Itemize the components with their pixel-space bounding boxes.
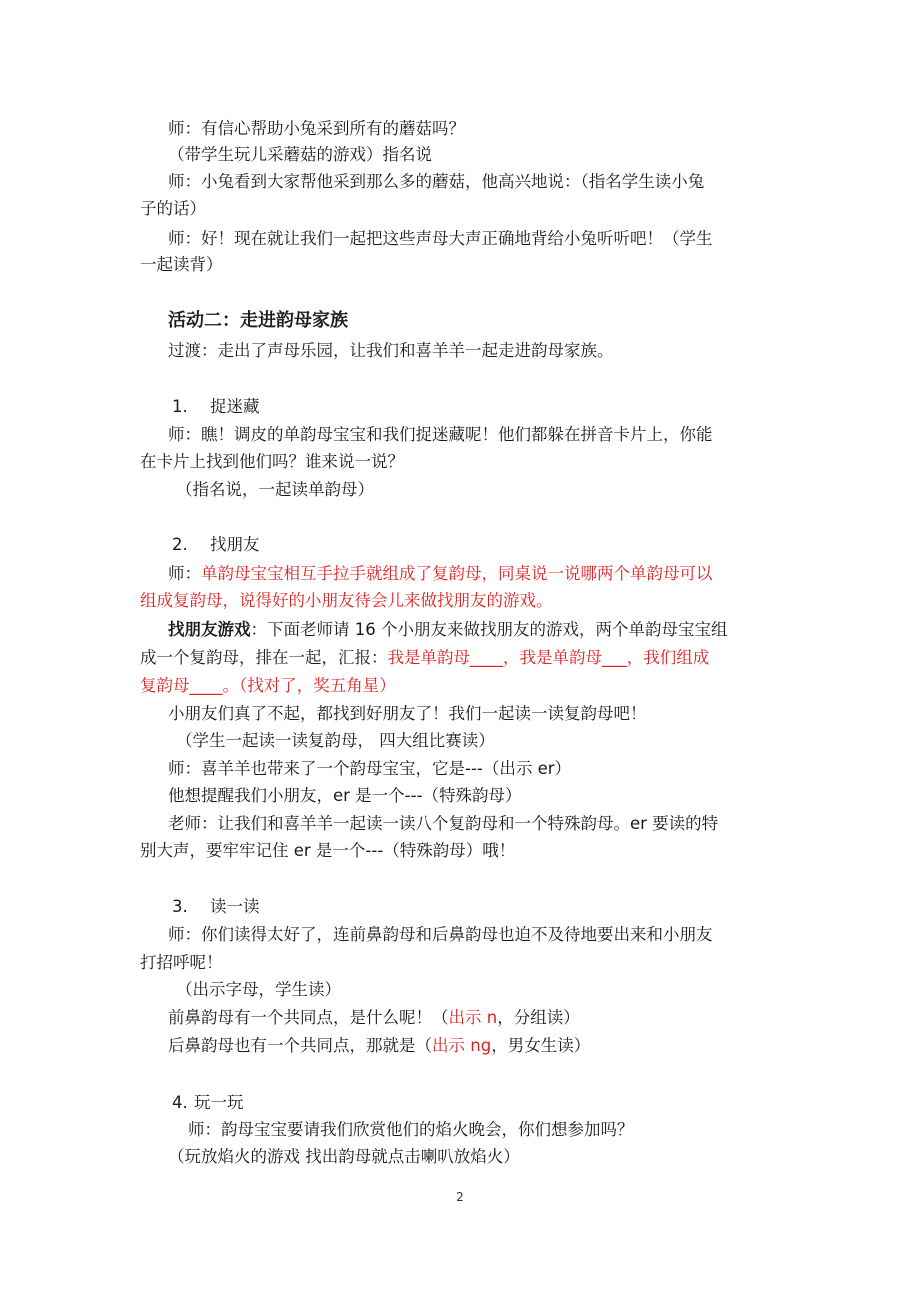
item-number: 4. bbox=[172, 1093, 188, 1112]
paragraph-line bbox=[140, 645, 785, 671]
item-title: 捉迷藏 bbox=[210, 397, 260, 416]
paragraph-text: 前鼻韵母有一个共同点，是什么呢！（ bbox=[168, 1008, 449, 1027]
paragraph-line: （玩放焰火的游戏 找出韵母就点击喇叭放焰火） bbox=[168, 1147, 520, 1166]
item-title: 玩一玩 bbox=[194, 1093, 244, 1112]
speaker-label: 师： bbox=[168, 564, 201, 583]
paragraph-text: ，分组读） bbox=[497, 1008, 580, 1027]
paragraph-text: 成一个复韵母，排在一起，汇报： bbox=[140, 648, 388, 667]
paragraph-line: 他想提醒我们小朋友，er 是一个---（特殊韵母） bbox=[168, 786, 522, 805]
paragraph-line: 别大声，要牢牢记住 er 是一个---（特殊韵母）哦！ bbox=[140, 841, 516, 860]
highlighted-text: 我是单韵母____，我是单韵母___，我们组成 bbox=[387, 648, 710, 667]
paragraph-line: 在卡片上找到他们吗？谁来说一说？ bbox=[140, 452, 404, 471]
highlighted-text: 出示 ng bbox=[432, 1036, 492, 1055]
numbered-item bbox=[172, 394, 817, 420]
paragraph-line: 老师：让我们和喜羊羊一起读一读八个复韵母和一个特殊韵母。er 要读的特 bbox=[168, 814, 719, 833]
paragraph-line: 小朋友们真了不起，都找到好朋友了！我们一起读一读复韵母吧！ bbox=[168, 704, 647, 723]
item-number: 1. bbox=[172, 397, 188, 416]
paragraph-line: 师：你们读得太好了，连前鼻韵母和后鼻韵母也迫不及待地要出来和小朋友 bbox=[168, 925, 713, 944]
paragraph-line: 师：有信心帮助小兔采到所有的蘑菇吗？ bbox=[168, 119, 465, 138]
numbered-item bbox=[172, 894, 817, 920]
paragraph-line: 打招呼呢！ bbox=[140, 953, 223, 972]
numbered-item bbox=[172, 1090, 817, 1116]
paragraph-line bbox=[168, 617, 813, 643]
highlighted-text: 单韵母宝宝相互手拉手就组成了复韵母，同桌说一说哪两个单韵母可以 bbox=[201, 564, 713, 583]
paragraph-line: （带学生玩儿采蘑菇的游戏）指名说 bbox=[168, 145, 432, 164]
paragraph-line: （指名说，一起读单韵母） bbox=[176, 480, 374, 499]
page-number: 2 bbox=[456, 1190, 464, 1204]
highlighted-text: 出示 n bbox=[448, 1008, 498, 1027]
paragraph-line: 师：好！现在就让我们一起把这些声母大声正确地背给小兔听听吧！（学生 bbox=[168, 229, 713, 248]
paragraph-text: ：下面老师请 16 个小朋友来做找朋友的游戏，两个单韵母宝宝组 bbox=[250, 620, 728, 639]
paragraph-line bbox=[168, 1033, 813, 1059]
paragraph-line: 师：小兔看到大家帮他采到那么多的蘑菇，他高兴地说：（指名学生读小兔 bbox=[168, 172, 705, 191]
bold-label: 找朋友游戏 bbox=[168, 620, 251, 639]
item-title: 读一读 bbox=[210, 897, 260, 916]
paragraph-text: 后鼻韵母也有一个共同点，那就是（ bbox=[168, 1036, 432, 1055]
highlighted-text: 组成复韵母，说得好的小朋友待会儿来做找朋友的游戏。 bbox=[140, 591, 553, 610]
paragraph-line bbox=[168, 1005, 813, 1031]
section-heading: 活动二：走进韵母家族 bbox=[168, 310, 348, 331]
paragraph-line bbox=[168, 561, 813, 587]
item-number: 3. bbox=[172, 897, 188, 916]
paragraph-line: （学生一起读一读复韵母， 四大组比赛读） bbox=[176, 731, 495, 750]
paragraph-line: 一起读背） bbox=[140, 255, 223, 274]
paragraph-line: （出示字母，学生读） bbox=[176, 980, 341, 999]
highlighted-text: 复韵母____。（找对了，奖五角星） bbox=[140, 676, 396, 695]
paragraph-line: 过渡：走出了声母乐园，让我们和喜羊羊一起走进韵母家族。 bbox=[168, 341, 614, 360]
paragraph-text: ，男女生读） bbox=[491, 1036, 591, 1055]
paragraph-line: 师：喜羊羊也带来了一个韵母宝宝，它是---（出示 er） bbox=[168, 759, 572, 778]
numbered-item bbox=[172, 532, 817, 558]
paragraph-line: 子的话） bbox=[140, 199, 206, 218]
item-number: 2. bbox=[172, 535, 188, 554]
paragraph-line: 师：瞧！调皮的单韵母宝宝和我们捉迷藏呢！他们都躲在拼音卡片上，你能 bbox=[168, 425, 713, 444]
item-title: 找朋友 bbox=[210, 535, 260, 554]
paragraph-line: 师：韵母宝宝要请我们欣赏他们的焰火晚会，你们想参加吗？ bbox=[188, 1120, 634, 1139]
